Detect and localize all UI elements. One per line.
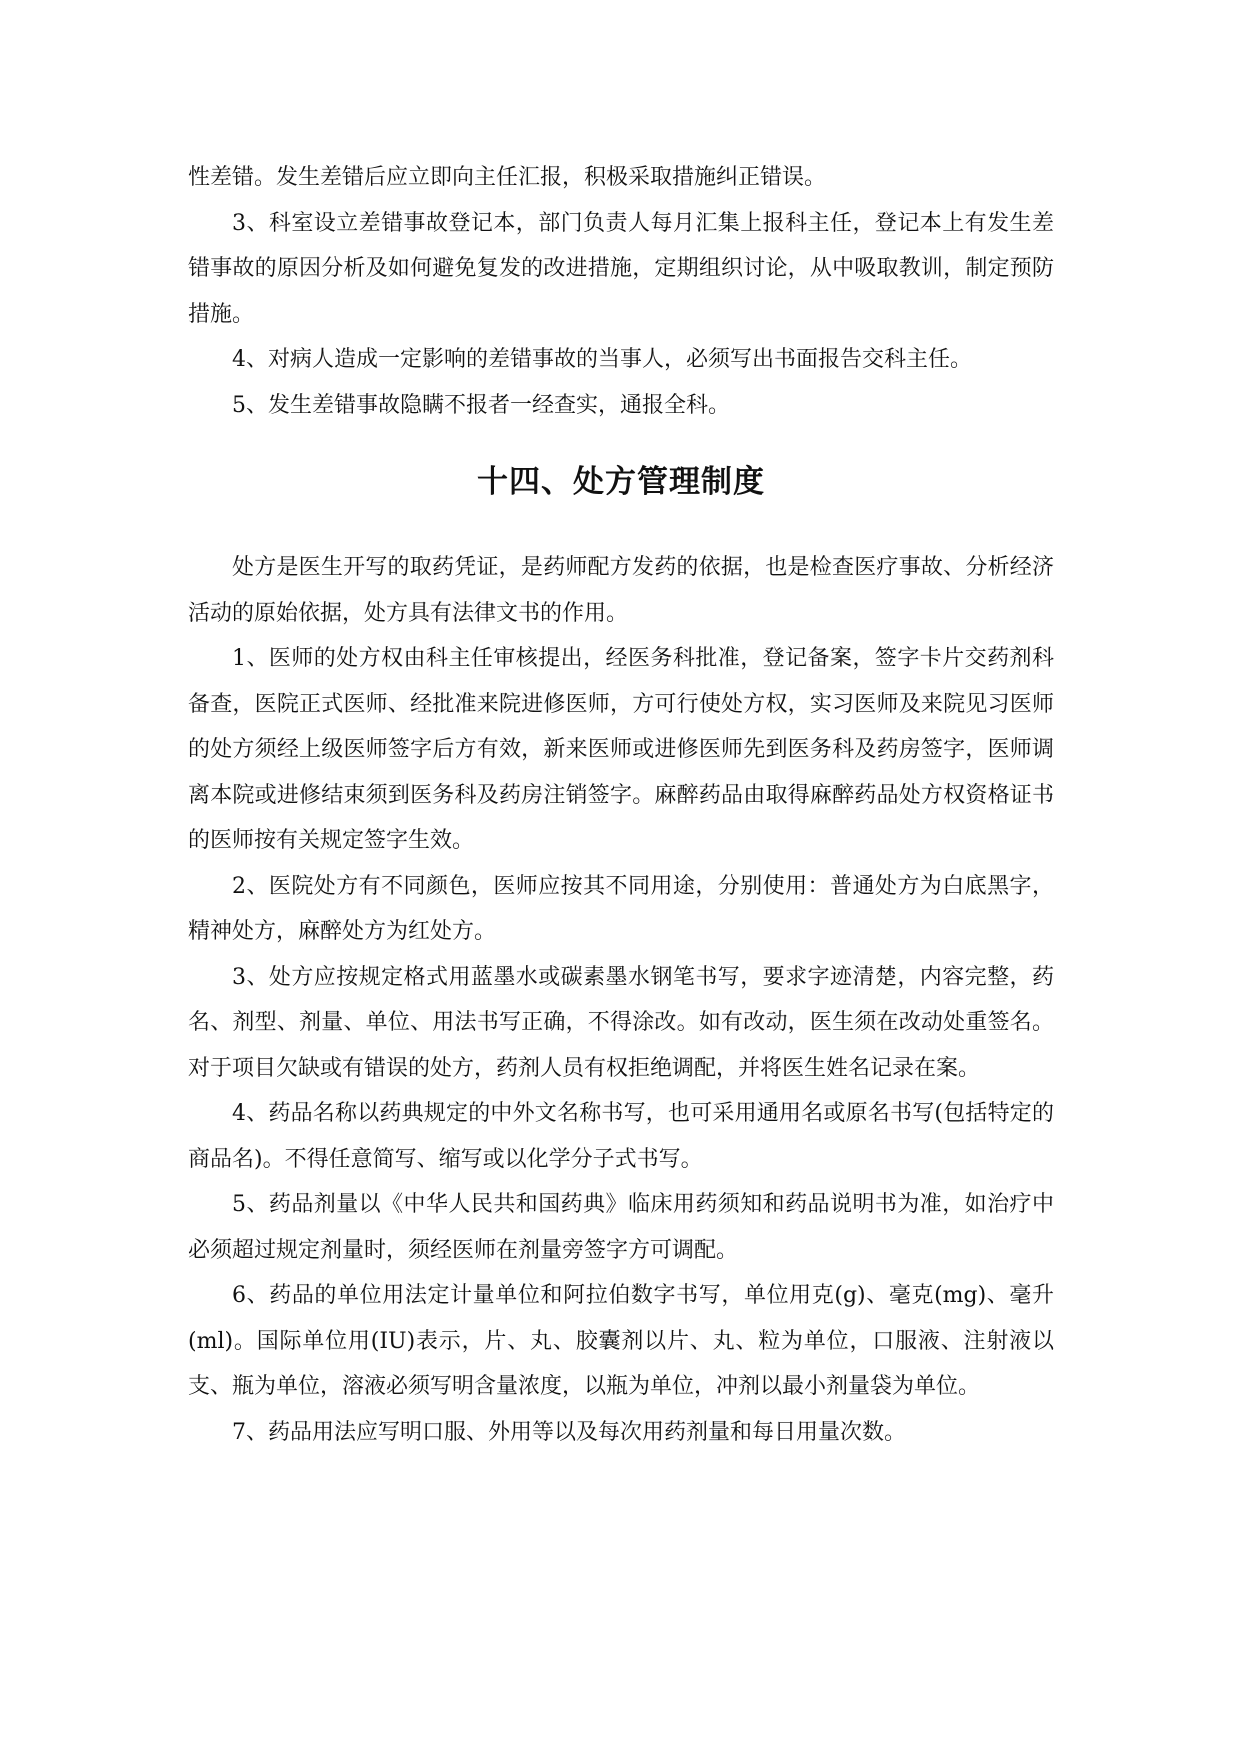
paragraph-item-7: 7、药品用法应写明口服、外用等以及每次用药剂量和每日用量次数。 xyxy=(232,1419,906,1445)
paragraph-item-6: 6、药品的单位用法定计量单位和阿拉伯数字书写，单位用克(g)、毫克(mg)、毫升(ml)。国际单位用(IU)表示，片、丸、胶囊剂以片、丸、粒为单位，口服液、注射液以支、瓶为单位，溶液必须写明含量浓度，以瓶为单位，冲剂以最小剂量袋为单位。 xyxy=(188,1283,1054,1399)
paragraph-item-5: 5、药品剂量以《中华人民共和国药典》临床用药须知和药品说明书为准，如治疗中必须超过规定剂量时，须经医师在剂量旁签字方可调配。 xyxy=(188,1192,1054,1263)
section-body xyxy=(188,545,1054,1455)
paragraph-item-4: 4、药品名称以药典规定的中外文名称书写，也可采用通用名或原名书写(包括特定的商品名)。不得任意简写、缩写或以化学分子式书写。 xyxy=(188,1101,1054,1172)
paragraph-prescription-intro: 处方是医生开写的取药凭证，是药师配方发药的依据，也是检查医疗事故、分析经济活动的原始依据，处方具有法律文书的作用。 xyxy=(188,555,1054,626)
paragraph-error-register: 3、科室设立差错事故登记本，部门负责人每月汇集上报科主任，登记本上有发生差错事故的原因分析及如何避免复发的改进措施，定期组织讨论，从中吸取教训，制定预防措施。 xyxy=(188,210,1054,327)
paragraph-concealment: 5、发生差错事故隐瞒不报者一经查实，通报全科。 xyxy=(232,392,730,418)
document-page xyxy=(188,155,1054,1455)
paragraph-written-report: 4、对病人造成一定影响的差错事故的当事人，必须写出书面报告交科主任。 xyxy=(232,347,972,372)
paragraph-error-report-continuation: 性差错。发生差错后应立即向主任汇报，积极采取措施纠正错误。 xyxy=(188,165,827,190)
paragraph-item-1: 1、医师的处方权由科主任审核提出，经医务科批准，登记备案，签字卡片交药剂科备查，医院正式医师、经批准来院进修医师，方可行使处方权，实习医师及来院见习医师的处方须经上级医师签字后方有效，新来医师或进修医师先到医务科及药房签字，医师调离本院或进修结束须到医务科及药房注销签字。麻醉药品由取得麻醉药品处方权资格证书的医师按有关规定签字生效。 xyxy=(188,646,1054,853)
section-title: 十四、处方管理制度 xyxy=(477,464,765,500)
paragraph-item-2: 2、医院处方有不同颜色，医师应按其不同用途，分别使用：普通处方为白底黑字，精神处方，麻醉处方为红处方。 xyxy=(188,873,1054,944)
paragraph-item-3: 3、处方应按规定格式用蓝墨水或碳素墨水钢笔书写，要求字迹清楚，内容完整，药名、剂型、剂量、单位、用法书写正确，不得涂改。如有改动，医生须在改动处重签名。对于项目欠缺或有错误的处方，药剂人员有权拒绝调配，并将医生姓名记录在案。 xyxy=(188,964,1054,1081)
top-section xyxy=(188,155,1054,428)
